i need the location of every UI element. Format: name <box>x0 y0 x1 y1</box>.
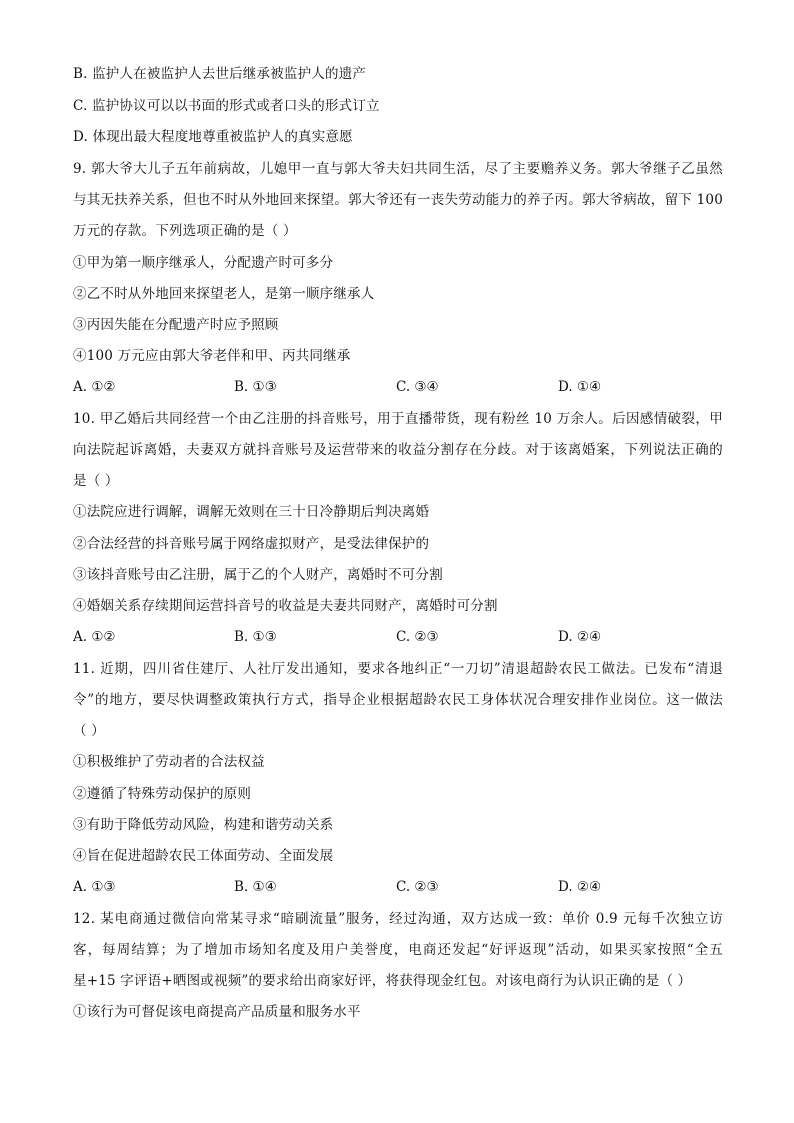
q9-option-d: D. ①④ <box>558 379 602 395</box>
q11-options <box>73 878 723 896</box>
q8-option-d: D. 体现出最大程度地尊重被监护人的真实意愿 <box>73 129 353 145</box>
q10-item-3: ③该抖音账号由乙注册，属于乙的个人财产，离婚时不可分割 <box>73 567 443 583</box>
q10-options <box>73 628 723 646</box>
q12-stem-line-3: 星+15 字评语+晒图或视频”的要求给出商家好评，将获得现金红包。对该电商行为认识正确的是（ ） <box>73 973 692 989</box>
q9-stem-line-3: 万元的存款。下列选项正确的是（ ） <box>73 223 297 239</box>
q10-item-2: ②合法经营的抖音账号属于网络虚拟财产，是受法律保护的 <box>73 536 430 552</box>
q11-item-2: ②遵循了特殊劳动保护的原则 <box>73 786 252 802</box>
q9-option-a: A. ①② <box>73 379 116 395</box>
q12-stem-line-1: 12. 某电商通过微信向常某寻求“暗刷流量”服务，经过沟通，双方达成一致：单价 0.9 元每千次独立访 <box>73 911 723 927</box>
q9-option-b: B. ①③ <box>234 379 277 395</box>
q11-stem-line-1: 11. 近期，四川省住建厅、人社厅发出通知，要求各地纠正“一刀切”清退超龄农民工做法。已发布“清退 <box>73 661 723 677</box>
q9-stem-line-2: 与其无扶养关系，但也不时从外地回来探望。郭大爷还有一丧失劳动能力的养子丙。郭大爷病故，留下 100 <box>73 192 723 208</box>
q8-option-c: C. 监护协议可以以书面的形式或者口头的形式订立 <box>73 98 380 114</box>
q9-stem-line-1: 9. 郭大爷大儿子五年前病故，儿媳甲一直与郭大爷夫妇共同生活，尽了主要赡养义务。郭大爷继子乙虽然 <box>73 161 723 177</box>
q11-option-b: B. ①④ <box>234 879 277 895</box>
q9-option-c: C. ③④ <box>396 379 439 395</box>
q10-option-c: C. ②③ <box>396 629 439 645</box>
q11-option-c: C. ②③ <box>396 879 439 895</box>
q12-stem-line-2: 客，每周结算；为了增加市场知名度及用户美誉度，电商还发起“好评返现”活动，如果买家按照“全五 <box>73 942 723 958</box>
q10-stem-line-1: 10. 甲乙婚后共同经营一个由乙注册的抖音账号，用于直播带货，现有粉丝 10 万余人。后因感情破裂，甲 <box>73 411 723 427</box>
q10-stem-line-3: 是（ ） <box>73 473 119 489</box>
q9-item-1: ①甲为第一顺序继承人，分配遗产时可多分 <box>73 255 334 271</box>
q11-item-1: ①积极维护了劳动者的合法权益 <box>73 754 265 770</box>
q10-option-d: D. ②④ <box>558 629 602 645</box>
q11-option-a: A. ①③ <box>73 879 116 895</box>
q9-item-3: ③丙因失能在分配遗产时应予照顾 <box>73 317 279 333</box>
q9-item-2: ②乙不时从外地回来探望老人，是第一顺序继承人 <box>73 286 375 302</box>
q10-option-a: A. ①② <box>73 629 116 645</box>
q10-option-b: B. ①③ <box>234 629 277 645</box>
q10-item-1: ①法院应进行调解，调解无效则在三十日冷静期后判决离婚 <box>73 504 430 520</box>
q9-options <box>73 378 723 396</box>
q11-stem-line-3: （ ） <box>73 723 105 739</box>
q12-item-1: ①该行为可督促该电商提高产品质量和服务水平 <box>73 1004 361 1020</box>
q11-stem-line-2: 令”的地方，要尽快调整政策执行方式，指导企业根据超龄农民工身体状况合理安排作业岗位。这一做法 <box>73 692 723 708</box>
q8-option-b: B. 监护人在被监护人去世后继承被监护人的遗产 <box>73 66 367 82</box>
q11-item-3: ③有助于降低劳动风险，构建和谐劳动关系 <box>73 817 334 833</box>
q9-item-4: ④100 万元应由郭大爷老伴和甲、丙共同继承 <box>73 348 351 364</box>
q10-item-4: ④婚姻关系存续期间运营抖音号的收益是夫妻共同财产，离婚时可分割 <box>73 598 498 614</box>
q11-item-4: ④旨在促进超龄农民工体面劳动、全面发展 <box>73 848 334 864</box>
q11-option-d: D. ②④ <box>558 879 602 895</box>
q10-stem-line-2: 向法院起诉离婚，夫妻双方就抖音账号及运营带来的收益分割存在分歧。对于该离婚案，下列说法正确的 <box>73 442 723 458</box>
